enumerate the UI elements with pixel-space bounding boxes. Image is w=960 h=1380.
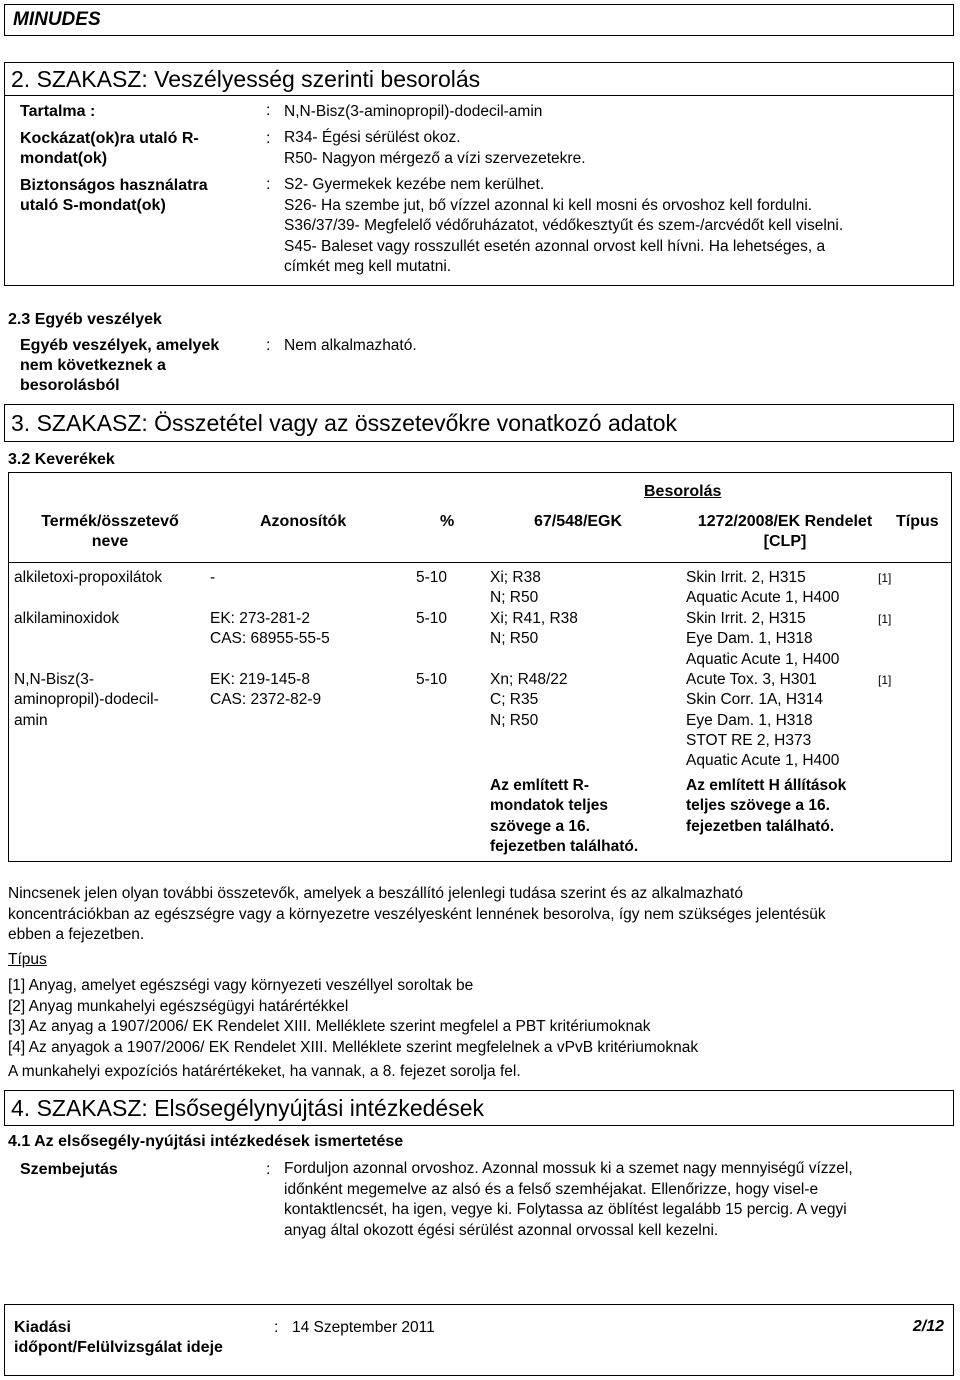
header-name: Termék/összetevő neve <box>41 513 179 550</box>
eye-contact-label: Szembejutás <box>20 1161 118 1178</box>
r-phrases-value: R34- Égési sérülést okoz. R50- Nagyon mérgező a vízi szervezetekre. <box>284 129 586 167</box>
row-2-percent: 5-10 <box>416 610 448 627</box>
row-2-type: [1] <box>878 612 892 626</box>
colon: : <box>266 176 271 193</box>
row-3-eg: Xn; R48/22 C; R35 N; R50 <box>490 671 568 729</box>
colon: : <box>266 130 271 147</box>
h-statements-note: Az említett H állítások teljes szövege a 16. fejezetben található. <box>686 777 847 835</box>
row-1-clp: Skin Irrit. 2, H315 Aquatic Acute 1, H400 <box>686 569 840 607</box>
r-phrases-note: Az említett R- mondatok teljes szövege a 16. fejezetben található. <box>490 777 639 855</box>
header-percent: % <box>440 513 455 530</box>
colon: : <box>266 102 271 119</box>
other-hazards-label: Egyéb veszélyek, amelyek nem következnek a besorolásból <box>20 337 220 394</box>
document-header <box>4 4 954 36</box>
colon: : <box>266 337 271 354</box>
type-legend-title: Típus <box>8 951 47 968</box>
type-legend-list <box>8 976 698 1058</box>
header-type: Típus <box>896 513 939 530</box>
row-3-clp: Acute Tox. 3, H301 Skin Corr. 1A, H314 Eye Dam. 1, H318 STOT RE 2, H373 Aquatic Acute 1, H400 <box>686 671 840 770</box>
s-phrases-label: Biztonságos használatra utaló S-mondat(ok) <box>20 177 208 214</box>
row-1-eg: Xi; R38 N; R50 <box>490 569 541 607</box>
row-2-ids: EK: 273-281-2 CAS: 68955-55-5 <box>210 610 330 648</box>
section-2-title: 2. SZAKASZ: Veszélyesség szerinti besorolás <box>11 66 481 92</box>
subsection-2-3-title: 2.3 Egyéb veszélyek <box>8 311 162 328</box>
row-2-name: alkilaminoxidok <box>14 610 120 627</box>
type-legend-item: [3] Az anyag a 1907/2006/ EK Rendelet XIII. Melléklete szerint megfelel a PBT kritériumoknak <box>8 1018 651 1035</box>
eye-contact-instructions: Forduljon azonnal orvoshoz. Azonnal mossuk ki a szemet nagy mennyiségű vízzel, időnként megemelve az alsó és a felső szemhéjakat. Ellenőrizze, hogy visel-e kontaktlencsét, ha igen, vegye ki. Folytassa az öblítést legalább 15 percig. A vegyi anyag által okozott égési sérülést azonnal orvossal kell kezelni. <box>284 1160 853 1239</box>
colon: : <box>274 1319 279 1336</box>
issue-date-value: 14 Szeptember 2011 <box>292 1319 435 1336</box>
type-legend-item: [1] Anyag, amelyet egészségi vagy környezeti veszéllyel soroltak be <box>8 977 474 994</box>
table-header-divider <box>8 562 952 563</box>
section-2-title-box <box>4 62 954 96</box>
s-phrases-value: S2- Gyermekek kezébe nem kerülhet. S26- Ha szembe jut, bő vízzel azonnal ki kell mosni és orvoshoz kell fordulni. S36/37/39- Megfelelő védőruházatot, védőkesztyűt és szem-/arcvédőt kell viselni. S45- Baleset vagy rosszullét esetén azonnal orvost kell hívni. Ha lehetséges, a címkét meg kell mutatni. <box>284 176 844 275</box>
type-legend-item: [4] Az anyagok a 1907/2006/ EK Rendelet XIII. Melléklete szerint megfelelnek a vPvB kritériumoknak <box>8 1038 699 1056</box>
row-1-percent: 5-10 <box>416 569 448 586</box>
r-phrases-label: Kockázat(ok)ra utaló R- mondat(ok) <box>20 130 199 167</box>
section-4-title: 4. SZAKASZ: Elsősegélynyújtási intézkedések <box>11 1095 485 1121</box>
header-clp: 1272/2008/EK Rendelet [CLP] <box>697 513 873 550</box>
section-3-title-box <box>4 404 954 442</box>
subsection-4-1-title: 4.1 Az elsősegély-nyújtási intézkedések ismertetése <box>8 1133 404 1150</box>
content-label: Tartalma : <box>20 103 96 120</box>
row-1-ids: - <box>210 569 216 586</box>
row-2-clp: Skin Irrit. 2, H315 Eye Dam. 1, H318 Aquatic Acute 1, H400 <box>686 610 840 668</box>
other-hazards-value: Nem alkalmazható. <box>284 337 417 354</box>
exposure-note: A munkahelyi expozíciós határértékeket, ha vannak, a 8. fejezet sorolja fel. <box>8 1063 521 1080</box>
row-3-percent: 5-10 <box>416 671 448 688</box>
row-1-type: [1] <box>878 571 892 585</box>
subsection-3-2-title: 3.2 Keverékek <box>8 451 115 468</box>
row-2-eg: Xi; R41, R38 N; R50 <box>490 610 578 648</box>
section-3-title: 3. SZAKASZ: Összetétel vagy az összetevőkre vonatkozó adatok <box>11 410 678 436</box>
row-3-ids: EK: 219-145-8 CAS: 2372-82-9 <box>210 671 322 709</box>
section-4-title-box <box>4 1090 954 1126</box>
document-name: MINUDES <box>13 9 101 30</box>
content-value: N,N-Bisz(3-aminopropil)-dodecil-amin <box>284 103 543 120</box>
classification-header: Besorolás <box>644 483 722 500</box>
additional-ingredients-paragraph: Nincsenek jelen olyan további összetevők, amelyek a beszállító jelenlegi tudása szerint és az alkalmazható koncentrációkban az egészségre vagy a környezetre veszélyesként lennének besorolva, így nem szükséges jelentésük ebben a fejezetben. <box>8 885 826 943</box>
header-identifiers: Azonosítók <box>260 513 347 530</box>
colon: : <box>266 1161 271 1178</box>
row-3-type: [1] <box>878 673 892 687</box>
page-number: 2/12 <box>912 1318 944 1335</box>
header-eu-67-548: 67/548/EGK <box>534 513 623 530</box>
type-legend-item: [2] Anyag munkahelyi egészségügyi határértékkel <box>8 997 349 1015</box>
issue-date-label: Kiadási időpont/Felülvizsgálat ideje <box>14 1319 223 1356</box>
row-1-name: alkiletoxi-propoxilátok <box>14 569 163 586</box>
row-3-name: N,N-Bisz(3- aminopropil)-dodecil- amin <box>14 671 159 729</box>
